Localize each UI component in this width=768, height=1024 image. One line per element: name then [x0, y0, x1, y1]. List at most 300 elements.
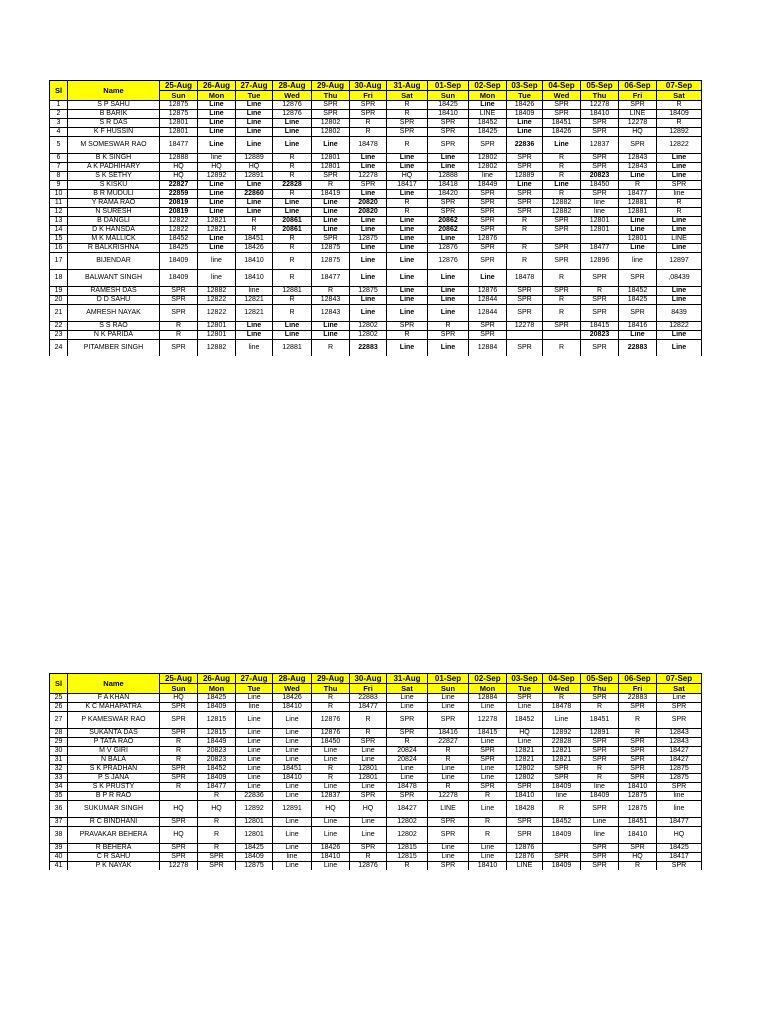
duty-cell — [581, 235, 619, 244]
duty-cell: Line — [657, 226, 702, 235]
name-header: Name — [68, 674, 160, 694]
date-header: 02-Sep — [469, 674, 507, 684]
duty-cell: R — [387, 137, 428, 154]
duty-cell: SPR — [619, 774, 657, 783]
duty-cell: SPR — [581, 296, 619, 305]
roster-body-2 — [50, 694, 702, 871]
duty-cell: Line — [350, 244, 387, 253]
day-header: Mon — [198, 91, 236, 101]
duty-cell: SPR — [581, 862, 619, 871]
duty-cell: 22828 — [543, 738, 581, 747]
duty-cell: R — [619, 181, 657, 190]
duty-cell: Line — [236, 331, 273, 340]
duty-cell: R — [619, 712, 657, 729]
duty-cell: Line — [273, 844, 312, 853]
duty-cell: 12882 — [198, 340, 236, 357]
duty-cell: HQ — [236, 163, 273, 172]
duty-cell: R — [312, 694, 350, 703]
duty-cell: R — [273, 253, 312, 270]
duty-cell: 20820 — [350, 208, 387, 217]
duty-cell: 12843 — [657, 738, 702, 747]
duty-cell: R — [428, 322, 469, 331]
duty-cell: 12875 — [160, 110, 198, 119]
employee-name-cell: S KISKU — [68, 181, 160, 190]
duty-cell: 18477 — [581, 244, 619, 253]
duty-cell: Line — [657, 694, 702, 703]
day-header: Sun — [428, 91, 469, 101]
duty-cell: 12801 — [581, 217, 619, 226]
duty-cell: 18410 — [507, 792, 543, 801]
duty-cell: SPR — [428, 128, 469, 137]
duty-cell: 18415 — [581, 322, 619, 331]
duty-cell: R — [273, 163, 312, 172]
duty-cell: SPR — [428, 827, 469, 844]
duty-cell: Line — [236, 199, 273, 208]
duty-cell: 20823 — [198, 747, 236, 756]
table-row — [50, 190, 702, 199]
duty-cell: Line — [273, 738, 312, 747]
duty-cell: SPR — [312, 110, 350, 119]
serial-cell: 36 — [50, 801, 68, 818]
employee-name-cell: F A KHAN — [68, 694, 160, 703]
duty-cell: Line — [312, 137, 350, 154]
duty-cell: SPR — [543, 322, 581, 331]
serial-cell: 26 — [50, 703, 68, 712]
duty-cell: Line — [469, 765, 507, 774]
duty-cell: 12884 — [469, 694, 507, 703]
duty-cell: SPR — [581, 154, 619, 163]
day-header: Sat — [387, 91, 428, 101]
duty-cell: 18428 — [507, 801, 543, 818]
duty-cell: 12801 — [236, 827, 273, 844]
duty-cell: R — [543, 163, 581, 172]
day-header: Sun — [428, 684, 469, 694]
duty-cell: Line — [657, 154, 702, 163]
day-header: Mon — [469, 91, 507, 101]
day-header: Fri — [619, 91, 657, 101]
day-header: Fri — [350, 684, 387, 694]
duty-cell: R — [428, 756, 469, 765]
day-header: Tue — [236, 91, 273, 101]
duty-cell: 12889 — [507, 172, 543, 181]
duty-cell — [543, 331, 581, 340]
duty-cell: Line — [312, 756, 350, 765]
duty-cell: R — [312, 774, 350, 783]
duty-cell: 12802 — [312, 119, 350, 128]
duty-cell: Line — [387, 305, 428, 322]
duty-cell: Line — [428, 163, 469, 172]
duty-cell: Line — [198, 244, 236, 253]
employee-name-cell: M SOMESWAR RAO — [68, 137, 160, 154]
duty-cell: SPR — [581, 801, 619, 818]
day-header: Wed — [273, 684, 312, 694]
duty-cell: SPR — [469, 783, 507, 792]
duty-cell: 12875 — [312, 253, 350, 270]
date-header: 01-Sep — [428, 81, 469, 91]
duty-cell: Line — [387, 226, 428, 235]
duty-cell: SPR — [160, 340, 198, 357]
duty-cell: 18449 — [469, 181, 507, 190]
duty-cell: R — [543, 190, 581, 199]
duty-cell: R — [160, 747, 198, 756]
duty-cell: 22828 — [273, 181, 312, 190]
duty-cell: Line — [236, 101, 273, 110]
duty-cell: SPR — [428, 818, 469, 827]
duty-cell: Line — [273, 818, 312, 827]
duty-cell: SPR — [619, 747, 657, 756]
duty-cell: Line — [619, 217, 657, 226]
sl-header: Sl — [50, 674, 68, 694]
duty-cell: 12892 — [236, 801, 273, 818]
duty-cell: Line — [428, 235, 469, 244]
duty-cell — [160, 792, 198, 801]
duty-cell: R — [312, 287, 350, 296]
duty-cell: 12882 — [198, 287, 236, 296]
day-header: Fri — [619, 684, 657, 694]
duty-cell: SPR — [581, 128, 619, 137]
duty-cell: 12801 — [198, 322, 236, 331]
duty-cell: 18419 — [312, 190, 350, 199]
employee-name-cell: S K PRUSTY — [68, 783, 160, 792]
duty-cell: 12821 — [198, 217, 236, 226]
duty-cell: Line — [236, 774, 273, 783]
employee-name-cell: BALWANT SINGH — [68, 270, 160, 287]
duty-cell: Line — [428, 296, 469, 305]
duty-cell: 12876 — [428, 253, 469, 270]
duty-cell: Line — [273, 199, 312, 208]
duty-cell: R — [543, 172, 581, 181]
duty-cell: SPR — [581, 844, 619, 853]
day-header: Wed — [543, 684, 581, 694]
duty-cell: 12881 — [619, 208, 657, 217]
duty-cell: Line — [387, 703, 428, 712]
duty-cell: Line — [273, 862, 312, 871]
duty-cell: Line — [619, 244, 657, 253]
serial-cell: 37 — [50, 818, 68, 827]
duty-cell: 12821 — [236, 296, 273, 305]
duty-cell: HQ — [198, 163, 236, 172]
employee-name-cell: N BALA — [68, 756, 160, 765]
duty-cell: 12815 — [387, 844, 428, 853]
duty-cell: HQ — [160, 801, 198, 818]
table-row — [50, 827, 702, 844]
duty-cell: 22883 — [619, 694, 657, 703]
duty-cell: Line — [581, 818, 619, 827]
duty-cell: SPR — [581, 163, 619, 172]
duty-cell: R — [387, 862, 428, 871]
duty-cell: Line — [198, 208, 236, 217]
table-row — [50, 172, 702, 181]
table-row — [50, 217, 702, 226]
duty-cell: R — [543, 154, 581, 163]
duty-cell: R — [350, 119, 387, 128]
table-row — [50, 818, 702, 827]
duty-cell: 18409 — [160, 253, 198, 270]
duty-cell: R — [160, 331, 198, 340]
duty-cell: R — [387, 738, 428, 747]
duty-cell: 18415 — [469, 729, 507, 738]
duty-cell: 12881 — [619, 199, 657, 208]
duty-cell: 20819 — [160, 199, 198, 208]
date-header: 03-Sep — [507, 81, 543, 91]
employee-name-cell: C R SAHU — [68, 853, 160, 862]
employee-name-cell: PITAMBER SINGH — [68, 340, 160, 357]
duty-cell: SPR — [507, 783, 543, 792]
duty-cell: 12891 — [273, 801, 312, 818]
serial-cell: 16 — [50, 244, 68, 253]
duty-cell: R — [350, 729, 387, 738]
table-row — [50, 154, 702, 163]
duty-cell: SPR — [469, 199, 507, 208]
employee-name-cell: M V GIRI — [68, 747, 160, 756]
duty-cell: 18418 — [428, 181, 469, 190]
duty-cell: 18477 — [657, 818, 702, 827]
duty-cell: 12884 — [469, 340, 507, 357]
duty-cell: 12875 — [160, 101, 198, 110]
duty-cell: R — [507, 244, 543, 253]
duty-cell: 18451 — [236, 235, 273, 244]
duty-cell: SPR — [543, 774, 581, 783]
date-header: 28-Aug — [273, 674, 312, 684]
duty-cell: 18410 — [312, 853, 350, 862]
roster-header-1 — [50, 81, 702, 101]
duty-cell: Line — [387, 253, 428, 270]
duty-cell: SPR — [469, 137, 507, 154]
serial-cell: 12 — [50, 208, 68, 217]
table-row — [50, 119, 702, 128]
duty-cell: Line — [236, 137, 273, 154]
serial-cell: 10 — [50, 190, 68, 199]
duty-cell: SPR — [543, 217, 581, 226]
duty-cell: SPR — [581, 305, 619, 322]
duty-cell: Line — [312, 217, 350, 226]
duty-cell: SPR — [160, 305, 198, 322]
duty-cell: SPR — [619, 756, 657, 765]
duty-cell: line — [581, 199, 619, 208]
duty-cell: Line — [350, 827, 387, 844]
table-row — [50, 765, 702, 774]
duty-cell: 12278 — [581, 101, 619, 110]
duty-cell: SPR — [160, 844, 198, 853]
duty-cell: line — [198, 270, 236, 287]
table-row — [50, 792, 702, 801]
duty-cell: SPR — [160, 296, 198, 305]
duty-cell: Line — [198, 199, 236, 208]
table-row — [50, 270, 702, 287]
duty-cell: R — [581, 774, 619, 783]
serial-cell: 1 — [50, 101, 68, 110]
duty-cell: Line — [469, 738, 507, 747]
duty-cell: 12801 — [198, 331, 236, 340]
duty-cell: HQ — [160, 163, 198, 172]
duty-cell: SPR — [350, 101, 387, 110]
duty-cell: SPR — [507, 296, 543, 305]
duty-cell: SPR — [469, 322, 507, 331]
roster-table-1 — [49, 80, 702, 356]
table-row — [50, 694, 702, 703]
duty-cell: R — [160, 756, 198, 765]
duty-cell: SPR — [428, 331, 469, 340]
duty-cell: 18425 — [469, 128, 507, 137]
duty-cell: 18427 — [657, 756, 702, 765]
employee-name-cell: S R DAS — [68, 119, 160, 128]
duty-cell: SPR — [507, 190, 543, 199]
duty-cell: Line — [428, 287, 469, 296]
duty-cell: R — [160, 322, 198, 331]
duty-cell: Line — [273, 827, 312, 844]
duty-cell: SPR — [543, 765, 581, 774]
employee-name-cell: SUKUMAR SINGH — [68, 801, 160, 818]
duty-cell: Line — [236, 208, 273, 217]
duty-cell: 12875 — [350, 287, 387, 296]
duty-cell: 12802 — [312, 128, 350, 137]
duty-cell: SPR — [507, 827, 543, 844]
duty-cell: R — [387, 331, 428, 340]
employee-name-cell: D K HANSDA — [68, 226, 160, 235]
duty-cell: 12815 — [198, 729, 236, 738]
duty-cell: 12876 — [469, 235, 507, 244]
duty-cell: Line — [469, 774, 507, 783]
duty-cell: Line — [350, 747, 387, 756]
serial-cell: 27 — [50, 712, 68, 729]
date-header: 27-Aug — [236, 81, 273, 91]
duty-cell: SPR — [198, 853, 236, 862]
duty-cell: 18410 — [619, 827, 657, 844]
duty-cell: Line — [236, 322, 273, 331]
duty-cell: R — [273, 172, 312, 181]
duty-cell: Line — [273, 712, 312, 729]
duty-cell: R — [469, 818, 507, 827]
duty-cell: R — [273, 296, 312, 305]
duty-cell: Line — [273, 756, 312, 765]
duty-cell: SPR — [198, 862, 236, 871]
duty-cell: 18477 — [619, 190, 657, 199]
duty-cell: 18478 — [387, 783, 428, 792]
duty-cell: line — [198, 154, 236, 163]
duty-cell: Line — [350, 270, 387, 287]
duty-cell: 12802 — [387, 818, 428, 827]
duty-cell: line — [236, 340, 273, 357]
duty-cell: SPR — [619, 305, 657, 322]
duty-cell: 12876 — [312, 729, 350, 738]
employee-name-cell: BIJENDAR — [68, 253, 160, 270]
duty-cell: 12821 — [543, 747, 581, 756]
duty-cell: Line — [236, 712, 273, 729]
duty-cell: 12822 — [657, 322, 702, 331]
serial-cell: 18 — [50, 270, 68, 287]
duty-cell: SPR — [543, 110, 581, 119]
duty-cell: SPR — [312, 235, 350, 244]
day-header: Sun — [160, 91, 198, 101]
duty-cell: 20824 — [387, 756, 428, 765]
serial-cell: 3 — [50, 119, 68, 128]
serial-cell: 40 — [50, 853, 68, 862]
serial-cell: 23 — [50, 331, 68, 340]
duty-cell: 20823 — [581, 331, 619, 340]
duty-cell: SPR — [581, 340, 619, 357]
duty-cell: SPR — [469, 190, 507, 199]
duty-cell: 18409 — [543, 827, 581, 844]
duty-cell: Line — [273, 783, 312, 792]
employee-name-cell: K C MAHAPATRA — [68, 703, 160, 712]
duty-cell: SPR — [507, 818, 543, 827]
duty-cell: SPR — [507, 154, 543, 163]
duty-cell: 12889 — [236, 154, 273, 163]
duty-cell: R — [198, 844, 236, 853]
duty-cell: 18417 — [657, 853, 702, 862]
duty-cell: SPR — [387, 712, 428, 729]
duty-cell: R — [198, 827, 236, 844]
serial-cell: 7 — [50, 163, 68, 172]
employee-name-cell: A K PADHIHARY — [68, 163, 160, 172]
duty-cell: SPR — [581, 853, 619, 862]
duty-cell: line — [581, 783, 619, 792]
date-header: 04-Sep — [543, 81, 581, 91]
duty-cell: HQ — [312, 801, 350, 818]
serial-cell: 25 — [50, 694, 68, 703]
duty-cell: HQ — [657, 827, 702, 844]
duty-cell: 12843 — [619, 163, 657, 172]
duty-cell: 12896 — [581, 253, 619, 270]
duty-cell: R — [657, 101, 702, 110]
duty-cell: 18410 — [428, 110, 469, 119]
duty-cell: Line — [198, 190, 236, 199]
duty-cell: HQ — [350, 801, 387, 818]
duty-cell: 12821 — [543, 756, 581, 765]
duty-cell: 12891 — [581, 729, 619, 738]
date-header: 07-Sep — [657, 81, 702, 91]
duty-cell: LINE — [657, 235, 702, 244]
duty-cell: Line — [387, 217, 428, 226]
duty-cell: 18409 — [657, 110, 702, 119]
duty-cell: Line — [619, 331, 657, 340]
serial-cell: 19 — [50, 287, 68, 296]
duty-cell: R — [543, 801, 581, 818]
table-row — [50, 128, 702, 137]
duty-cell: Line — [273, 322, 312, 331]
duty-cell: 12881 — [273, 340, 312, 357]
table-row — [50, 208, 702, 217]
duty-cell: SPR — [160, 703, 198, 712]
duty-cell: SPR — [350, 110, 387, 119]
duty-cell: 18409 — [543, 862, 581, 871]
date-header: 25-Aug — [160, 674, 198, 684]
table-row — [50, 853, 702, 862]
duty-cell: SPR — [581, 270, 619, 287]
duty-cell: R — [657, 119, 702, 128]
date-header: 03-Sep — [507, 674, 543, 684]
table-row — [50, 137, 702, 154]
duty-cell: R — [507, 253, 543, 270]
date-header: 05-Sep — [581, 674, 619, 684]
duty-cell: 20861 — [273, 226, 312, 235]
duty-cell: 12876 — [273, 110, 312, 119]
duty-cell: 22836 — [236, 792, 273, 801]
employee-name-cell: S K SETHY — [68, 172, 160, 181]
duty-cell: 12822 — [160, 217, 198, 226]
duty-cell: 12843 — [312, 296, 350, 305]
duty-cell: 12801 — [160, 128, 198, 137]
duty-cell: 12892 — [198, 172, 236, 181]
duty-cell: LINE — [428, 801, 469, 818]
day-header: Mon — [469, 684, 507, 694]
duty-cell: 12875 — [236, 862, 273, 871]
duty-cell: Line — [273, 792, 312, 801]
duty-cell: R — [350, 128, 387, 137]
date-header: 31-Aug — [387, 81, 428, 91]
duty-cell: Line — [236, 181, 273, 190]
day-header: Sat — [387, 684, 428, 694]
